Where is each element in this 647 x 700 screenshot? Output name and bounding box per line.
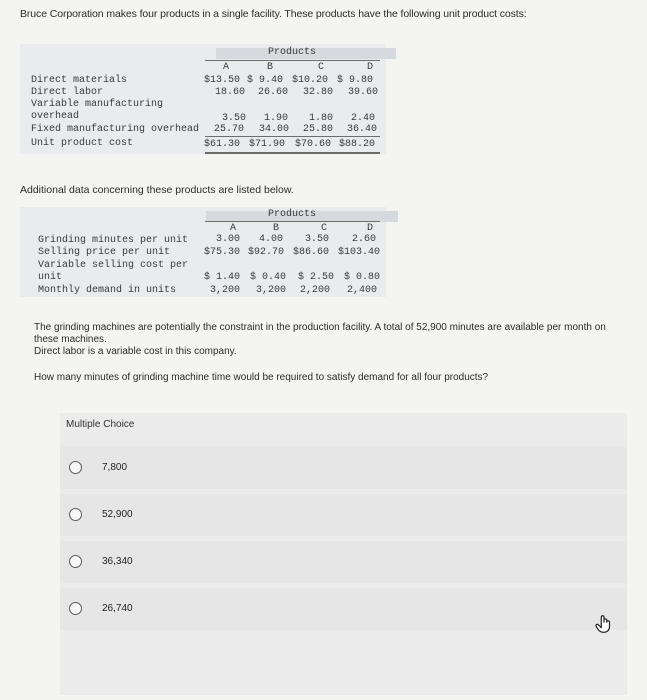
choice-option[interactable] <box>60 541 627 583</box>
cell: 1.90 <box>264 113 289 124</box>
cell: $ 0.40 <box>250 272 287 283</box>
cell: 3,200 <box>256 285 287 296</box>
multiple-choice-label: Multiple Choice <box>66 419 135 430</box>
row-label: Grinding minutes per unit <box>38 235 189 246</box>
cell: 1.80 <box>309 113 334 124</box>
row-label: Variable manufacturing <box>31 99 164 110</box>
col-b: B <box>267 62 274 73</box>
choice-option[interactable] <box>60 494 627 536</box>
cell: 26.60 <box>258 87 289 98</box>
products-header: Products <box>268 47 317 58</box>
cell: 34.00 <box>259 124 290 135</box>
question-text: How many minutes of grinding machine time would be required to satisfy demand for all four products? <box>34 372 489 383</box>
choice-label: 36,340 <box>102 556 133 567</box>
col-c: C <box>318 62 325 73</box>
col-d: D <box>367 223 374 234</box>
cell: $70.60 <box>295 139 332 150</box>
choice-option[interactable] <box>60 588 627 630</box>
cell: 25.80 <box>303 124 334 135</box>
constraint-text: The grinding machines are potentially the constraint in the production facility. A total of 52,900 minutes are available per month on <box>34 322 606 333</box>
radio-button[interactable] <box>69 555 82 568</box>
radio-button[interactable] <box>69 602 82 615</box>
cell: 18.60 <box>215 87 246 98</box>
cell: $ 0.80 <box>344 272 381 283</box>
cell: $13.50 <box>204 75 241 86</box>
row-label: Direct materials <box>31 75 128 86</box>
row-label: Unit product cost <box>31 138 134 149</box>
constraint-text: Direct labor is a variable cost in this company. <box>34 346 237 357</box>
cell: 39.60 <box>348 87 379 98</box>
row-label: Monthly demand in units <box>38 285 177 296</box>
choice-label: 7,800 <box>102 462 128 473</box>
choice-label: 26,740 <box>102 603 133 614</box>
cell: $ 1.40 <box>204 272 241 283</box>
cell: 2.60 <box>352 234 377 245</box>
row-label: overhead <box>31 111 80 122</box>
col-b: B <box>273 223 280 234</box>
cell: $71.90 <box>249 139 286 150</box>
col-a: A <box>223 62 230 73</box>
hand-pointer-icon <box>593 613 615 635</box>
row-label: Variable selling cost per <box>38 260 189 271</box>
row-label: unit <box>38 272 63 283</box>
cell: $10.20 <box>292 75 329 86</box>
cell: $61.30 <box>204 139 241 150</box>
divider <box>205 136 380 137</box>
row-label: Direct labor <box>31 87 104 98</box>
additional-data-text: Additional data concerning these products are listed below. <box>20 184 294 196</box>
col-d: D <box>367 62 374 73</box>
cell: 4.00 <box>259 234 284 245</box>
cell: 36.40 <box>347 124 378 135</box>
radio-button[interactable] <box>69 461 82 474</box>
divider <box>205 221 380 222</box>
cell: 3.00 <box>216 234 241 245</box>
cell: 2,200 <box>300 285 331 296</box>
double-rule <box>205 152 380 154</box>
row-label: Fixed manufacturing overhead <box>31 124 200 135</box>
cell: $ 2.50 <box>298 272 335 283</box>
cell: $88.20 <box>339 139 376 150</box>
cell: 3.50 <box>305 234 330 245</box>
cell: $75.30 <box>204 247 241 258</box>
constraint-text: these machines. <box>34 334 107 345</box>
choice-label: 52,900 <box>102 509 133 520</box>
products-header: Products <box>268 209 317 220</box>
cell: 3.50 <box>222 113 247 124</box>
cell: $ 9.40 <box>247 75 284 86</box>
cell: 25.70 <box>214 124 245 135</box>
divider <box>205 60 380 61</box>
cell: $103.40 <box>338 247 381 258</box>
cell: 2,400 <box>347 285 378 296</box>
cell: 3,200 <box>210 285 241 296</box>
choice-option[interactable] <box>60 447 627 489</box>
intro-text: Bruce Corporation makes four products in a single facility. These products have the following unit product costs: <box>20 8 527 20</box>
cell: 2.40 <box>351 113 376 124</box>
cell: 32.80 <box>303 87 334 98</box>
row-label: Selling price per unit <box>38 247 171 258</box>
cell: $ 9.80 <box>337 75 374 86</box>
cell: $92.70 <box>248 247 285 258</box>
col-a: A <box>230 223 237 234</box>
radio-button[interactable] <box>69 508 82 521</box>
col-c: C <box>321 223 328 234</box>
cell: $86.60 <box>293 247 330 258</box>
